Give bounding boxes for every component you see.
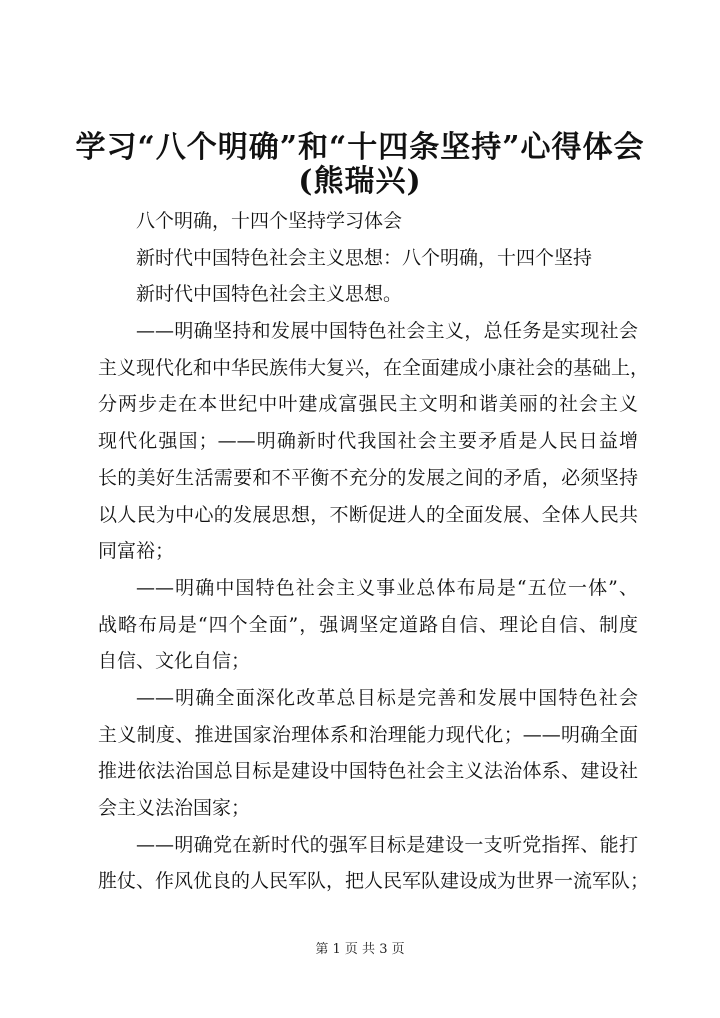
paragraph-line: ——明确坚持和发展中国特色社会主义，总任务是实现社会 xyxy=(136,320,638,343)
paragraph-line: 长的美好生活需要和不平衡不充分的发展之间的矛盾，必须坚持 xyxy=(98,466,638,489)
page-number-footer: 第 1 页 共 3 页 xyxy=(315,942,405,957)
paragraph-line: ——明确全面深化改革总目标是完善和发展中国特色社会 xyxy=(136,686,638,709)
paragraph-line: 新时代中国特色社会主义思想。 xyxy=(136,283,403,306)
paragraph-line: 以人民为中心的发展思想，不断促进人的全面发展、全体人民共 xyxy=(98,503,638,526)
paragraph-line: 新时代中国特色社会主义思想：八个明确，十四个坚持 xyxy=(136,246,593,269)
paragraph-line: ——明确党在新时代的强军目标是建设一支听党指挥、能打 xyxy=(136,833,638,856)
document-title: 学习“八个明确”和“十四条坚持”心得体会 xyxy=(75,130,645,165)
paragraph-line: ——明确中国特色社会主义事业总体布局是“五位一体”、 xyxy=(136,576,638,599)
paragraph-line: 主义制度、推进国家治理体系和治理能力现代化；——明确全面 xyxy=(98,723,638,746)
document-body xyxy=(98,203,650,900)
paragraph-line: 战略布局是“四个全面”，强调坚定道路自信、理论自信、制度 xyxy=(98,613,638,636)
paragraph-line: 自信、文化自信； xyxy=(98,650,251,673)
document-author: (熊瑞兴) xyxy=(298,164,422,199)
paragraph-line: 同富裕； xyxy=(98,540,175,563)
paragraph-line: 现代化强国；——明确新时代我国社会主要矛盾是人民日益增 xyxy=(98,430,638,453)
paragraph-line: 八个明确，十四个坚持学习体会 xyxy=(136,210,403,232)
paragraph-line: 主义现代化和中华民族伟大复兴，在全面建成小康社会的基础上， xyxy=(98,356,650,379)
paragraph-line: 胜仗、作风优良的人民军队，把人民军队建设成为世界一流军队； xyxy=(98,870,650,893)
paragraph-line: 会主义法治国家； xyxy=(98,797,251,819)
paragraph-line: 分两步走在本世纪中叶建成富强民主文明和谐美丽的社会主义 xyxy=(98,393,638,416)
paragraph-line: 推进依法治国总目标是建设中国特色社会主义法治体系、建设社 xyxy=(98,760,638,783)
